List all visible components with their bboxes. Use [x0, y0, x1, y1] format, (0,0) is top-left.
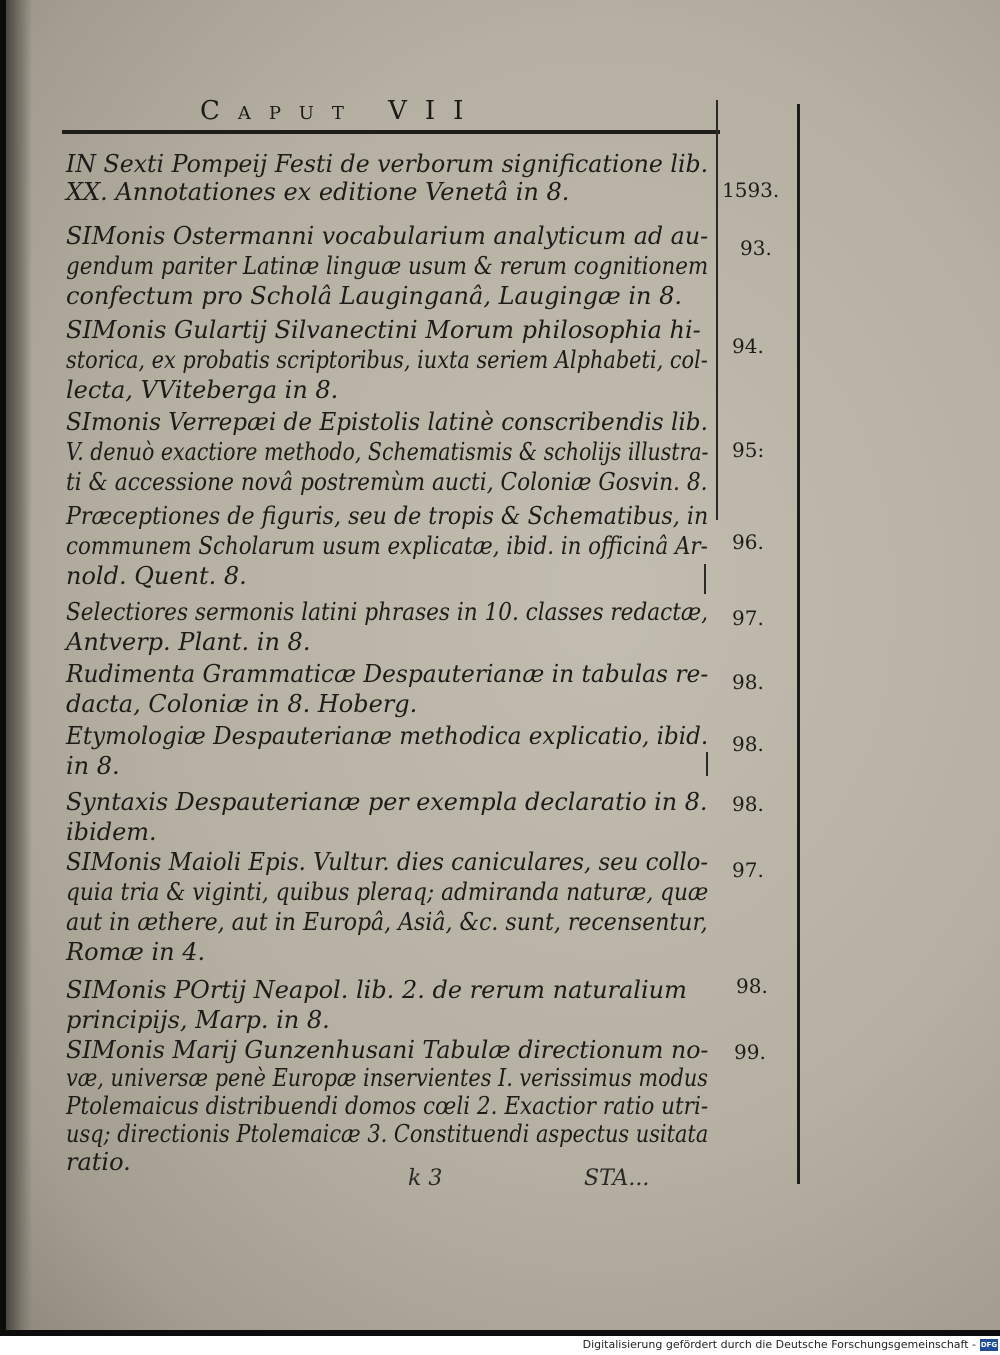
- marginal-number: 98.: [732, 792, 764, 816]
- marginal-number: 98.: [732, 732, 764, 756]
- dfg-logo: DFG: [980, 1341, 998, 1349]
- entry-line: principijs, Marp. in 8.: [66, 1006, 330, 1034]
- entry-line: communem Scholarum usum explicatæ, ibid. in officinâ Ar-: [66, 532, 708, 560]
- entry-line: SIMonis Gulartij Silvanectini Morum philosophia hi-: [66, 316, 701, 344]
- entry-line: nold. Quent. 8.: [66, 562, 247, 590]
- entry-line: Antverp. Plant. in 8.: [66, 628, 311, 656]
- marginal-number: 96.: [732, 530, 764, 554]
- entry-line: SIMonis Ostermanni vocabularium analyticum ad au-: [66, 222, 709, 250]
- marginal-number: 98.: [736, 974, 768, 998]
- entry-line: confectum pro Scholâ Lauginganâ, Laugingæ in 8.: [66, 282, 682, 310]
- marginal-number: 95:: [732, 438, 765, 462]
- entry-line: usq; directionis Ptolemaicæ 3. Constituendi aspectus usitata: [66, 1120, 709, 1148]
- column-rule-fragment: [704, 564, 706, 594]
- entry-line: V. denuò exactiore methodo, Schematismis & scholijs illustra-: [66, 438, 709, 466]
- footer-credit: Digitalisierung gefördert durch die Deutsche Forschungsgemeinschaft -: [582, 1338, 976, 1351]
- marginal-number: 97.: [732, 606, 764, 630]
- entry-line: Præceptiones de figuris, seu de tropis & Schematibus, in: [66, 502, 709, 530]
- entry-line: Selectiores sermonis latini phrases in 10. classes redactæ,: [66, 598, 709, 626]
- entry-line: gendum pariter Latinæ linguæ usum & rerum cognitionem: [66, 252, 709, 280]
- entry-line: SIMonis POrtij Neapol. lib. 2. de rerum naturalium: [66, 976, 687, 1004]
- running-header: Caput VII: [200, 96, 482, 126]
- entry-line: aut in æthere, aut in Europâ, Asiâ, &c. sunt, recensentur,: [66, 908, 708, 936]
- entry-line: quia tria & viginti, quibus pleraq; admiranda naturæ, quæ: [66, 878, 709, 906]
- column-rule-left: [716, 100, 718, 520]
- entry-line: væ, universæ penè Europæ inservientes I. verissimus modus: [66, 1064, 708, 1092]
- entry-line: Ptolemaicus distribuendi domos cœli 2. Exactior ratio utri-: [66, 1092, 709, 1120]
- footer-bar: [0, 1336, 1000, 1355]
- entry-line: Rudimenta Grammaticæ Despauterianæ in tabulas re-: [66, 660, 709, 688]
- entry-line: Romæ in 4.: [66, 938, 206, 966]
- entry-line: lecta, VViteberga in 8.: [66, 376, 339, 404]
- entry-line: ratio.: [66, 1148, 131, 1176]
- marginal-number: 97.: [732, 858, 764, 882]
- entry-line: in 8.: [66, 752, 120, 780]
- marginal-number: 99.: [734, 1040, 766, 1064]
- column-rule-right: [797, 104, 800, 1184]
- entry-line: SIMonis Maioli Epis. Vultur. dies caniculares, seu collo-: [66, 848, 709, 876]
- marginal-number: 93.: [740, 236, 772, 260]
- entry-line: IN Sexti Pompeij Festi de verborum significatione lib.: [66, 150, 709, 178]
- catchword: STA...: [584, 1166, 650, 1191]
- page-gutter: [6, 0, 32, 1330]
- marginal-year: 1593.: [722, 178, 780, 202]
- signature-mark: k 3: [408, 1166, 443, 1191]
- marginal-number: 98.: [732, 670, 764, 694]
- entry-line: Etymologiæ Despauterianæ methodica explicatio, ibid.: [66, 722, 709, 750]
- entry-line: ibidem.: [66, 818, 157, 846]
- column-rule-fragment: [706, 752, 708, 776]
- entry-line: storica, ex probatis scriptoribus, iuxta seriem Alphabeti, col-: [66, 346, 708, 374]
- entry-line: Syntaxis Despauterianæ per exempla declaratio in 8.: [66, 788, 708, 816]
- entry-line: SImonis Verrepæi de Epistolis latinè conscribendis lib.: [66, 408, 708, 436]
- entry-line: dacta, Coloniæ in 8. Hoberg.: [66, 690, 418, 718]
- entry-line: ti & accessione novâ postremùm aucti, Coloniæ Gosvin. 8.: [66, 468, 708, 496]
- header-rule: [62, 130, 720, 134]
- entry-line: XX. Annotationes ex editione Venetâ in 8.: [66, 178, 570, 206]
- entry-line: SIMonis Marij Gunzenhusani Tabulæ directionum no-: [66, 1036, 709, 1064]
- marginal-number: 94.: [732, 334, 764, 358]
